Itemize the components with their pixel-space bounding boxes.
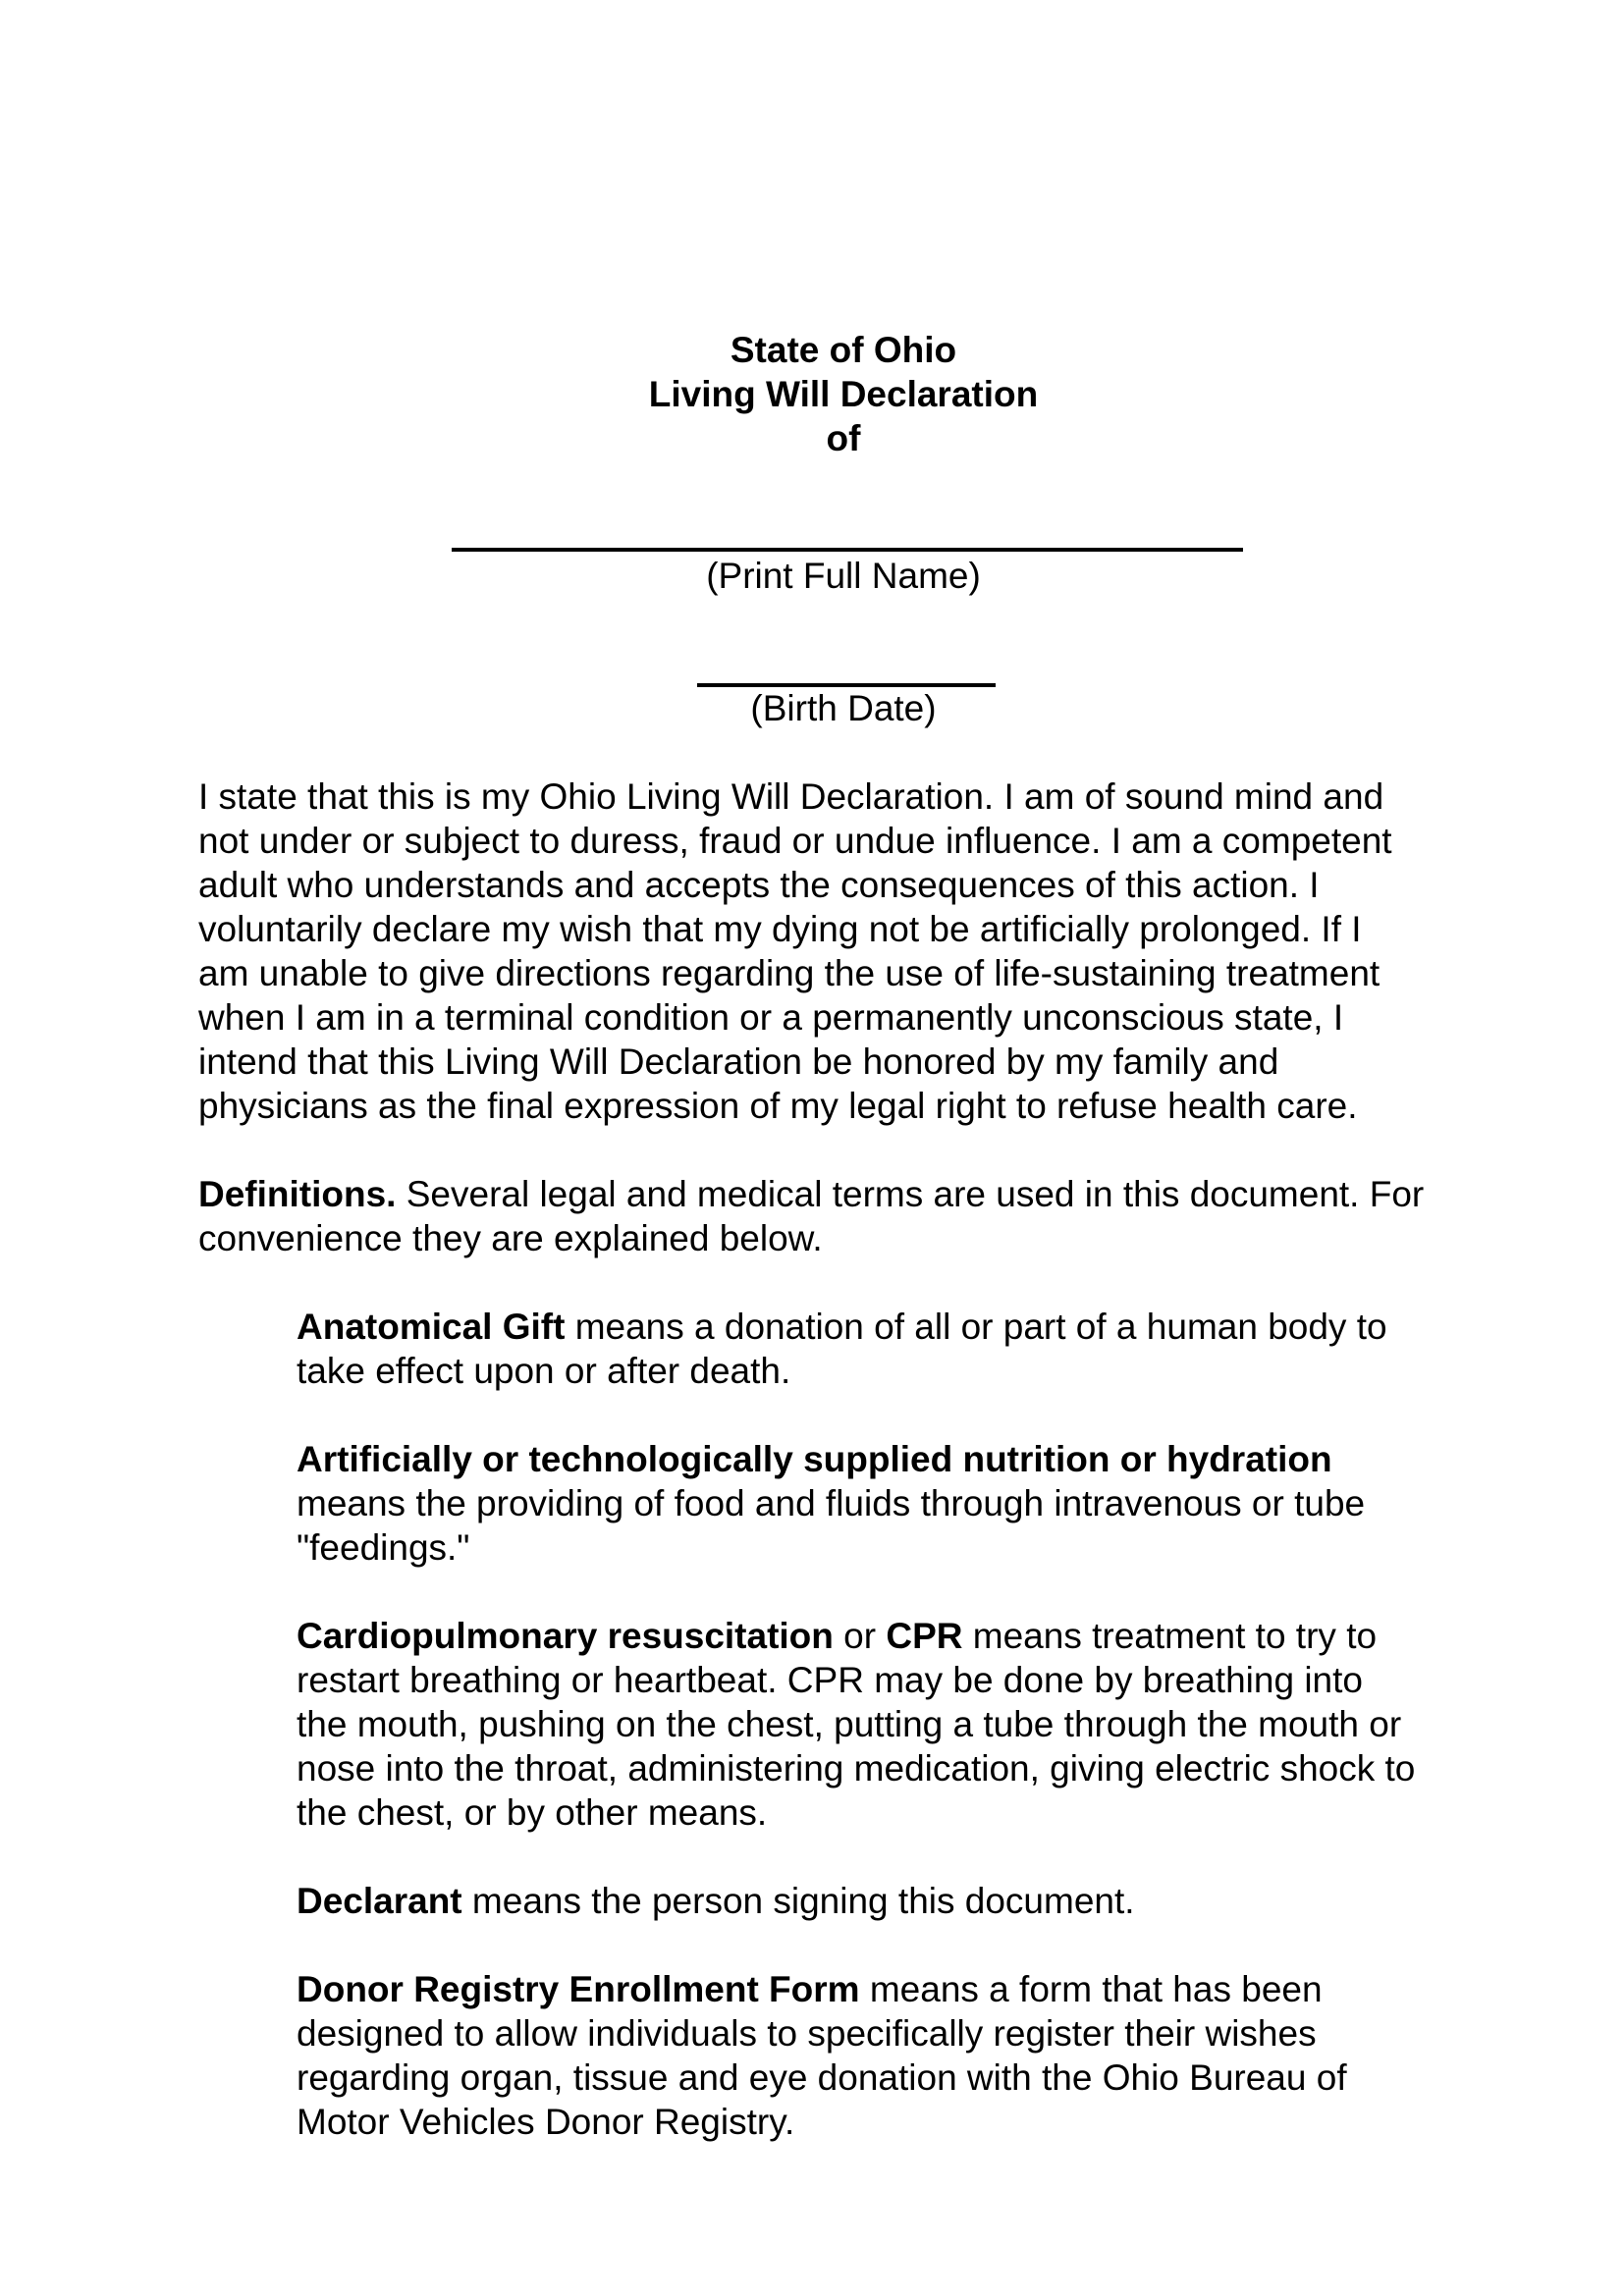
intro-line: am unable to give directions regarding the use of life-sustaining treatment (198, 953, 1380, 993)
header-title: Living Will Declaration (648, 374, 1039, 414)
definition-text: means the person signing this document. (461, 1881, 1135, 1921)
definition-anatomical-gift (297, 1305, 1387, 1393)
definition-text: the chest, or by other means. (297, 1792, 768, 1833)
definition-text: or (833, 1616, 887, 1656)
term-cpr-full: Cardiopulmonary resuscitation (297, 1616, 834, 1656)
header-of: of (826, 418, 861, 458)
intro-line: when I am in a terminal condition or a permanently unconscious state, I (198, 997, 1344, 1038)
definition-text: take effect upon or after death. (297, 1351, 791, 1391)
definition-text: designed to allow individuals to specifically register their wishes (297, 2013, 1317, 2054)
term-donor-registry: Donor Registry Enrollment Form (297, 1969, 860, 2009)
full-name-line[interactable] (452, 548, 1243, 552)
term-cpr: CPR (886, 1616, 963, 1656)
definition-text: "feedings." (297, 1527, 470, 1568)
intro-paragraph (198, 774, 1392, 1128)
definition-cpr (297, 1614, 1415, 1835)
intro-line: physicians as the final expression of my legal right to refuse health care. (198, 1086, 1358, 1126)
definitions-heading: Definitions. (198, 1174, 397, 1214)
header-state: State of Ohio (730, 330, 957, 370)
definitions-intro (198, 1172, 1424, 1260)
definition-declarant (297, 1879, 1135, 1923)
term-anatomical-gift: Anatomical Gift (297, 1307, 566, 1347)
definition-donor-registry (297, 1967, 1347, 2144)
definition-text: means treatment to try to (962, 1616, 1378, 1656)
definition-text: nose into the throat, administering medication, giving electric shock to (297, 1748, 1416, 1789)
definition-text: means a donation of all or part of a human body to (565, 1307, 1387, 1347)
definition-nutrition (297, 1437, 1365, 1570)
document-header (0, 328, 1624, 460)
intro-line: adult who understands and accepts the consequences of this action. I (198, 865, 1320, 905)
definitions-intro-line: convenience they are explained below. (198, 1218, 823, 1258)
birth-date-caption: (Birth Date) (750, 688, 937, 728)
definition-text: regarding organ, tissue and eye donation with the Ohio Bureau of (297, 2057, 1347, 2098)
intro-line: intend that this Living Will Declaration be honored by my family and (198, 1041, 1279, 1082)
term-nutrition: Artificially or technologically supplied nutrition or hydration (297, 1439, 1332, 1479)
definition-text: means a form that has been (859, 1969, 1323, 2009)
definition-text: the mouth, pushing on the chest, putting a tube through the mouth or (297, 1704, 1402, 1744)
definitions-intro-text: Several legal and medical terms are used in this document. For (396, 1174, 1425, 1214)
intro-line: not under or subject to duress, fraud or undue influence. I am a competent (198, 821, 1392, 861)
definition-text: means the providing of food and fluids through intravenous or tube (297, 1483, 1366, 1523)
intro-line: voluntarily declare my wish that my dying not be artificially prolonged. If I (198, 909, 1362, 949)
full-name-caption: (Print Full Name) (706, 556, 981, 596)
intro-line: I state that this is my Ohio Living Will Declaration. I am of sound mind and (198, 776, 1384, 817)
definition-text: Motor Vehicles Donor Registry. (297, 2102, 795, 2142)
term-declarant: Declarant (297, 1881, 462, 1921)
definition-text: restart breathing or heartbeat. CPR may be done by breathing into (297, 1660, 1363, 1700)
